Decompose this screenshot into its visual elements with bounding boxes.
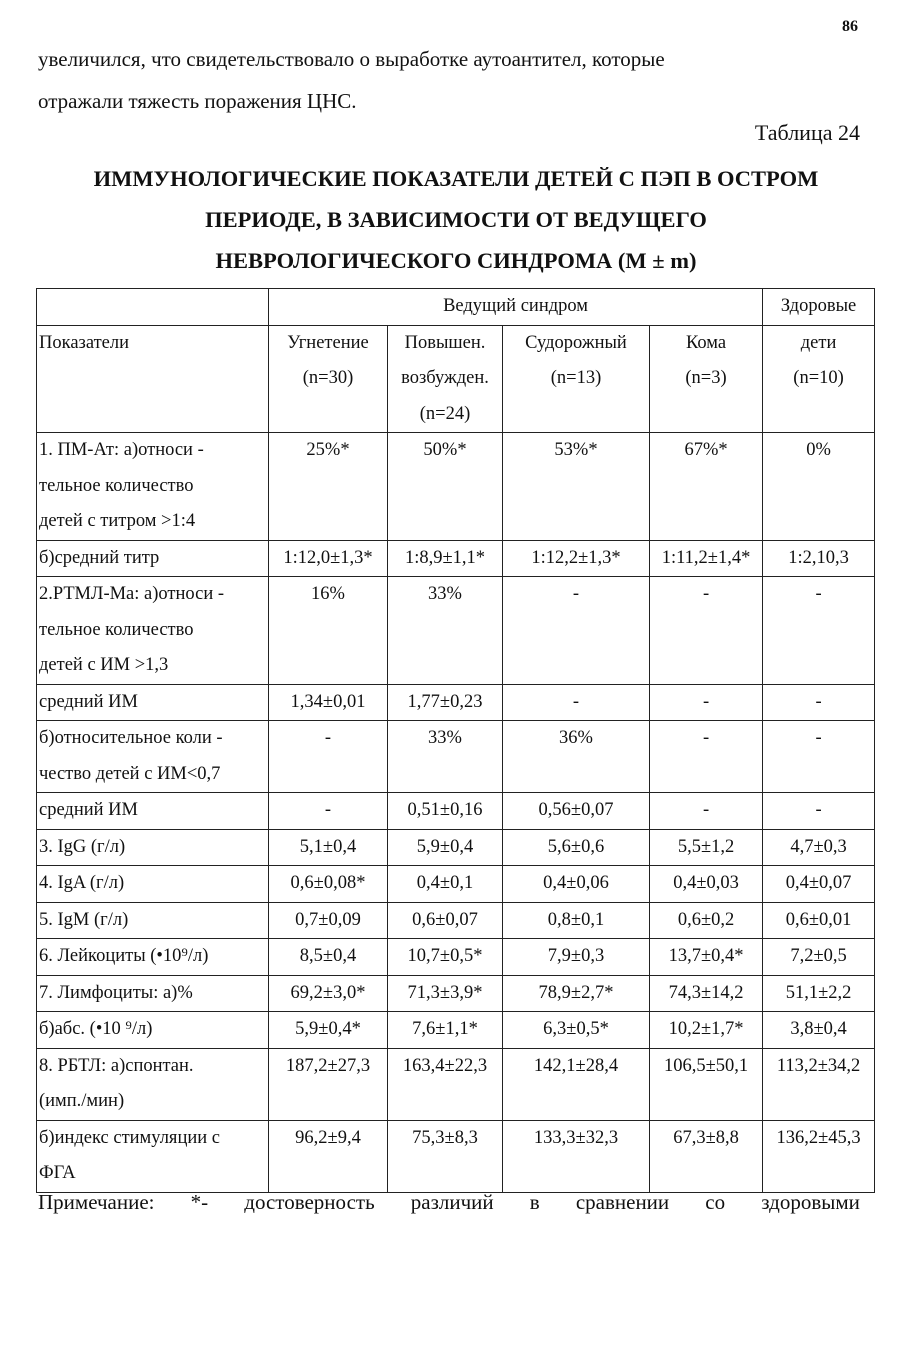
value-cell: - xyxy=(503,684,650,721)
indicator-cell xyxy=(37,684,269,721)
indicator-cell xyxy=(37,1048,269,1120)
note-word: *- xyxy=(190,1190,209,1214)
value-cell: - xyxy=(650,721,763,793)
value-cell: 142,1±28,4 xyxy=(503,1048,650,1120)
header-col-line: (n=24) xyxy=(419,403,471,424)
indicator-line: 8. РБТЛ: а)спонтан. xyxy=(39,1055,194,1076)
table-note xyxy=(38,1184,860,1220)
value-cell: 0,6±0,07 xyxy=(388,902,503,939)
indicator-cell xyxy=(37,975,269,1012)
indicator-line: 2.РТМЛ-Ма: а)относи - xyxy=(39,584,224,604)
indicator-line: б)индекс стимуляции с xyxy=(39,1127,220,1148)
header-blank-cell xyxy=(37,289,269,326)
value-cell: 51,1±2,2 xyxy=(763,975,875,1012)
value-cell: - xyxy=(650,577,763,685)
title-line-1: ИММУНОЛОГИЧЕСКИЕ ПОКАЗАТЕЛИ ДЕТЕЙ С ПЭП В ОСТРОМ xyxy=(93,166,819,191)
table-row xyxy=(37,721,875,793)
value-cell: 75,3±8,3 xyxy=(388,1120,503,1192)
table-body xyxy=(37,433,875,1193)
value-cell: 1:12,0±1,3* xyxy=(269,540,388,577)
intro-paragraph xyxy=(38,38,860,122)
value-cell: 69,2±3,0* xyxy=(269,975,388,1012)
value-cell: 16% xyxy=(269,577,388,685)
header-col-depression xyxy=(269,325,388,433)
indicator-cell xyxy=(37,866,269,903)
indicator-line: детей с титром >1:4 xyxy=(39,511,196,531)
indicator-line: б)средний титр xyxy=(39,547,160,568)
table-row xyxy=(37,1120,875,1192)
indicator-cell xyxy=(37,721,269,793)
indicator-line: тельное количество xyxy=(39,475,194,496)
header-col-line: Повышен. xyxy=(404,332,486,353)
value-cell: 0% xyxy=(763,433,875,541)
value-cell: 0,6±0,08* xyxy=(269,866,388,903)
value-cell: 136,2±45,3 xyxy=(763,1120,875,1192)
indicator-cell xyxy=(37,829,269,866)
indicator-cell xyxy=(37,540,269,577)
value-cell: 0,6±0,2 xyxy=(650,902,763,939)
indicator-line: средний ИМ xyxy=(39,800,138,820)
value-cell: 36% xyxy=(503,721,650,793)
header-col-line: Судорожный xyxy=(525,332,627,353)
value-cell: 133,3±32,3 xyxy=(503,1120,650,1192)
header-col-line: дети xyxy=(800,332,837,353)
value-cell: 5,9±0,4 xyxy=(388,829,503,866)
table-row xyxy=(37,902,875,939)
indicator-line: тельное количество xyxy=(39,619,194,640)
value-cell: 25%* xyxy=(269,433,388,541)
header-indicator: Показатели xyxy=(37,325,269,433)
value-cell: 5,1±0,4 xyxy=(269,829,388,866)
indicator-cell xyxy=(37,902,269,939)
indicator-line: 1. ПМ-Ат: а)относи - xyxy=(39,440,204,460)
value-cell: 1,34±0,01 xyxy=(269,684,388,721)
value-cell: 113,2±34,2 xyxy=(763,1048,875,1120)
value-cell: 8,5±0,4 xyxy=(269,939,388,976)
table-row xyxy=(37,433,875,541)
value-cell: 74,3±14,2 xyxy=(650,975,763,1012)
table-row xyxy=(37,829,875,866)
value-cell: 50%* xyxy=(388,433,503,541)
value-cell: - xyxy=(503,577,650,685)
value-cell: 6,3±0,5* xyxy=(503,1012,650,1049)
value-cell: - xyxy=(269,721,388,793)
indicator-cell xyxy=(37,939,269,976)
indicator-cell xyxy=(37,1120,269,1192)
table-row xyxy=(37,684,875,721)
header-col-line: возбужден. xyxy=(401,368,489,388)
value-cell: 33% xyxy=(388,577,503,685)
value-cell: 1:11,2±1,4* xyxy=(650,540,763,577)
note-word: сравнении xyxy=(575,1190,670,1214)
header-col-healthy xyxy=(763,325,875,433)
value-cell: 78,9±2,7* xyxy=(503,975,650,1012)
value-cell: 0,56±0,07 xyxy=(503,793,650,830)
value-cell: 0,7±0,09 xyxy=(269,902,388,939)
note-word: Примечание: xyxy=(38,1190,155,1214)
table-row xyxy=(37,939,875,976)
note-word: в xyxy=(529,1190,540,1214)
value-cell: 0,4±0,1 xyxy=(388,866,503,903)
value-cell: 10,7±0,5* xyxy=(388,939,503,976)
note-word: здоровыми xyxy=(761,1190,860,1214)
value-cell: 106,5±50,1 xyxy=(650,1048,763,1120)
table-row xyxy=(37,1012,875,1049)
header-col-line: (n=30) xyxy=(302,368,354,388)
header-col-line: (n=10) xyxy=(793,368,844,388)
value-cell: 96,2±9,4 xyxy=(269,1120,388,1192)
value-cell: 1,77±0,23 xyxy=(388,684,503,721)
indicator-cell xyxy=(37,1012,269,1049)
header-row-columns xyxy=(37,325,875,433)
table-row xyxy=(37,1048,875,1120)
value-cell: 163,4±22,3 xyxy=(388,1048,503,1120)
table-row xyxy=(37,577,875,685)
note-word: достоверность xyxy=(244,1190,375,1214)
value-cell: 5,5±1,2 xyxy=(650,829,763,866)
indicator-line: 3. IgG (г/л) xyxy=(39,836,126,857)
intro-line-1: увеличился, что свидетельствовало о выработке аутоантител, которые xyxy=(38,47,665,71)
value-cell: - xyxy=(763,793,875,830)
indicator-line: ФГА xyxy=(39,1163,76,1183)
value-cell: 1:2,10,3 xyxy=(763,540,875,577)
value-cell: 67%* xyxy=(650,433,763,541)
header-col-line: (n=3) xyxy=(685,368,727,388)
indicator-line: 5. IgM (г/л) xyxy=(39,909,129,930)
header-col-excitation xyxy=(388,325,503,433)
value-cell: 0,4±0,06 xyxy=(503,866,650,903)
immunology-table xyxy=(36,288,875,1193)
value-cell: 0,51±0,16 xyxy=(388,793,503,830)
table-row xyxy=(37,793,875,830)
value-cell: - xyxy=(269,793,388,830)
value-cell: 5,6±0,6 xyxy=(503,829,650,866)
value-cell: 7,6±1,1* xyxy=(388,1012,503,1049)
indicator-line: б)абс. (•10 ⁹/л) xyxy=(39,1019,153,1039)
value-cell: 187,2±27,3 xyxy=(269,1048,388,1120)
value-cell: 5,9±0,4* xyxy=(269,1012,388,1049)
indicator-cell xyxy=(37,433,269,541)
indicator-line: (имп./мин) xyxy=(39,1091,125,1111)
indicator-line: средний ИМ xyxy=(39,691,138,712)
indicator-line: б)относительное коли - xyxy=(39,728,223,748)
table-row xyxy=(37,540,875,577)
value-cell: 7,2±0,5 xyxy=(763,939,875,976)
value-cell: 1:12,2±1,3* xyxy=(503,540,650,577)
value-cell: 1:8,9±1,1* xyxy=(388,540,503,577)
note-word: различий xyxy=(410,1190,494,1214)
value-cell: 4,7±0,3 xyxy=(763,829,875,866)
indicator-line: 4. IgA (г/л) xyxy=(39,873,125,893)
title-line-2: ПЕРИОДЕ, В ЗАВИСИМОСТИ ОТ ВЕДУЩЕГО xyxy=(205,207,707,232)
header-col-line: (n=13) xyxy=(550,368,602,388)
value-cell: - xyxy=(650,684,763,721)
value-cell: - xyxy=(763,577,875,685)
value-cell: 67,3±8,8 xyxy=(650,1120,763,1192)
header-row-top xyxy=(37,289,875,326)
value-cell: 0,6±0,01 xyxy=(763,902,875,939)
value-cell: 3,8±0,4 xyxy=(763,1012,875,1049)
value-cell: 13,7±0,4* xyxy=(650,939,763,976)
header-col-line: Кома xyxy=(685,332,727,353)
indicator-cell xyxy=(37,793,269,830)
value-cell: 0,4±0,07 xyxy=(763,866,875,903)
table-title xyxy=(20,158,892,281)
value-cell: 7,9±0,3 xyxy=(503,939,650,976)
header-col-coma xyxy=(650,325,763,433)
value-cell: - xyxy=(650,793,763,830)
title-line-3: НЕВРОЛОГИЧЕСКОГО СИНДРОМА (М ± m) xyxy=(215,248,697,273)
note-word: со xyxy=(705,1190,726,1214)
value-cell: 0,8±0,1 xyxy=(503,902,650,939)
header-col-convulsive xyxy=(503,325,650,433)
value-cell: 53%* xyxy=(503,433,650,541)
value-cell: 71,3±3,9* xyxy=(388,975,503,1012)
table-label: Таблица 24 xyxy=(754,120,860,145)
value-cell: 0,4±0,03 xyxy=(650,866,763,903)
value-cell: 33% xyxy=(388,721,503,793)
indicator-line: 7. Лимфоциты: а)% xyxy=(39,982,193,1003)
table-row xyxy=(37,866,875,903)
value-cell: 10,2±1,7* xyxy=(650,1012,763,1049)
indicator-cell xyxy=(37,577,269,685)
indicator-line: детей с ИМ >1,3 xyxy=(39,655,169,675)
header-col-line: Угнетение xyxy=(287,332,369,353)
page-number: 86 xyxy=(842,18,858,35)
header-healthy-top: Здоровые xyxy=(763,289,875,326)
table-row xyxy=(37,975,875,1012)
value-cell: - xyxy=(763,684,875,721)
value-cell: - xyxy=(763,721,875,793)
indicator-line: чество детей с ИМ<0,7 xyxy=(39,763,221,784)
header-group-leading-syndrome: Ведущий синдром xyxy=(269,289,763,326)
intro-line-2: отражали тяжесть поражения ЦНС. xyxy=(38,89,357,113)
indicator-line: 6. Лейкоциты (•10⁹/л) xyxy=(39,946,209,966)
